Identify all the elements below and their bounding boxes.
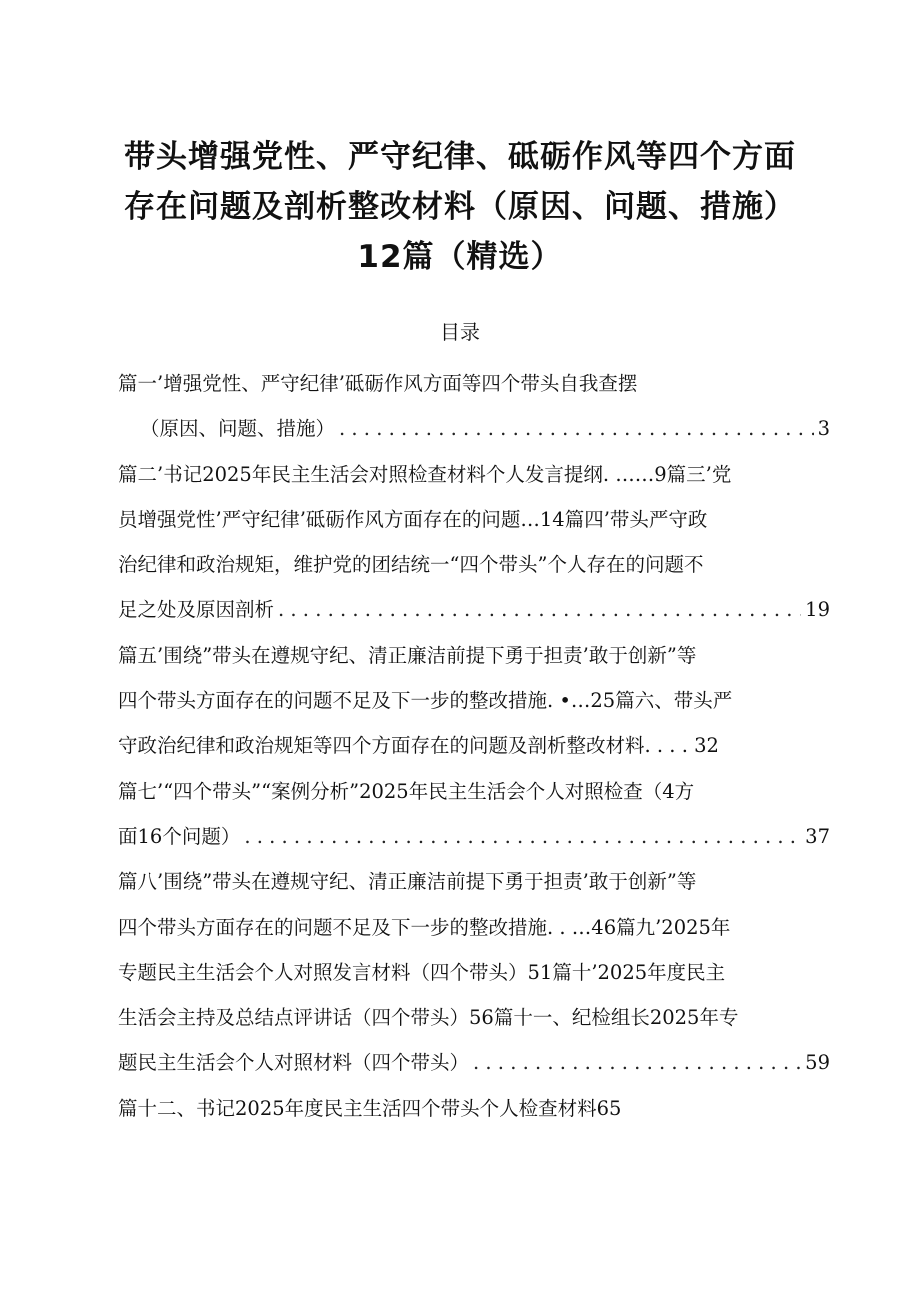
toc-line-text: 面16个问题） — [118, 824, 241, 848]
toc-heading: 目录 — [440, 320, 480, 344]
toc-page-number: 19 — [805, 598, 830, 622]
title-line-2: 存在问题及剖析整改材料（原因、问题、措施） — [124, 189, 796, 225]
toc-line — [118, 950, 830, 995]
document-title — [60, 132, 860, 282]
dot-leader — [278, 587, 801, 632]
toc-line-text: 四个带头方面存在的问题不足及下一步的整改措施. •…25篇六、带头严 — [118, 689, 733, 713]
toc-line-text: 守政治纪律和政治规矩等四个方面存在的问题及剖析整改材料. . . . 32 — [118, 734, 719, 758]
toc-line-text: 篇二’书记2025年民主生活会对照检查材料个人发言提纲. ……9篇三’党 — [118, 462, 732, 486]
toc-line-text: 治纪律和政治规矩，维护党的团结统一“四个带头”个人存在的问题不 — [118, 553, 704, 577]
toc-line — [118, 361, 830, 406]
toc-line-text: 专题民主生活会个人对照发言材料（四个带头）51篇十’2025年度民主 — [118, 960, 726, 984]
toc-line-text: 足之处及原因剖析 — [118, 598, 275, 622]
toc-line-text: 员增强党性’严守纪律’砥砺作风方面存在的问题…14篇四’带头严守政 — [118, 507, 708, 531]
dot-leader — [473, 1040, 801, 1085]
dot-leader — [339, 406, 814, 451]
toc-line — [118, 406, 830, 451]
table-of-contents — [118, 361, 830, 1131]
toc-line — [118, 678, 830, 723]
toc-line-text: 篇一’增强党性、严守纪律’砥砺作风方面等四个带头自我查摆 — [118, 372, 638, 395]
toc-line — [118, 769, 830, 814]
toc-line — [118, 452, 830, 497]
toc-line — [118, 995, 830, 1040]
toc-line — [118, 542, 830, 587]
title-line-3: 12篇（精选） — [357, 239, 563, 275]
toc-line-text: 题民主生活会个人对照材料（四个带头） — [118, 1051, 470, 1075]
toc-line — [118, 587, 830, 632]
toc-line — [118, 497, 830, 542]
toc-page-number: 3 — [817, 417, 830, 441]
toc-line-text: 篇八’围绕”带头在遵规守纪、清正廉洁前提下勇于担责’敢于创新”等 — [118, 870, 697, 894]
toc-page-number: 37 — [805, 824, 830, 848]
toc-line-text: 四个带头方面存在的问题不足及下一步的整改措施. . …46篇九’2025年 — [118, 915, 731, 939]
toc-line — [118, 859, 830, 904]
toc-page-number: 59 — [805, 1051, 830, 1075]
toc-line — [118, 814, 830, 859]
toc-line-text: 篇五’围绕”带头在遵规守纪、清正廉洁前提下勇于担责’敢于创新”等 — [118, 643, 697, 667]
toc-line — [118, 905, 830, 950]
toc-line — [118, 1040, 830, 1085]
toc-line-text: （原因、问题、措施） — [140, 417, 336, 441]
toc-line-text: 生活会主持及总结点评讲话（四个带头）56篇十一、纪检组长2025年专 — [118, 1006, 739, 1030]
toc-line — [118, 633, 830, 678]
toc-line — [118, 723, 830, 768]
toc-line-text: 篇七’“四个带头”“案例分析”2025年民主生活会个人对照检查（4方 — [118, 779, 695, 803]
dot-leader — [244, 814, 801, 859]
toc-line-text: 篇十二、书记2025年度民主生活四个带头个人检查材料65 — [118, 1096, 622, 1120]
toc-line — [118, 1086, 830, 1131]
title-line-1: 带头增强党性、严守纪律、砥砺作风等四个方面 — [124, 139, 796, 175]
